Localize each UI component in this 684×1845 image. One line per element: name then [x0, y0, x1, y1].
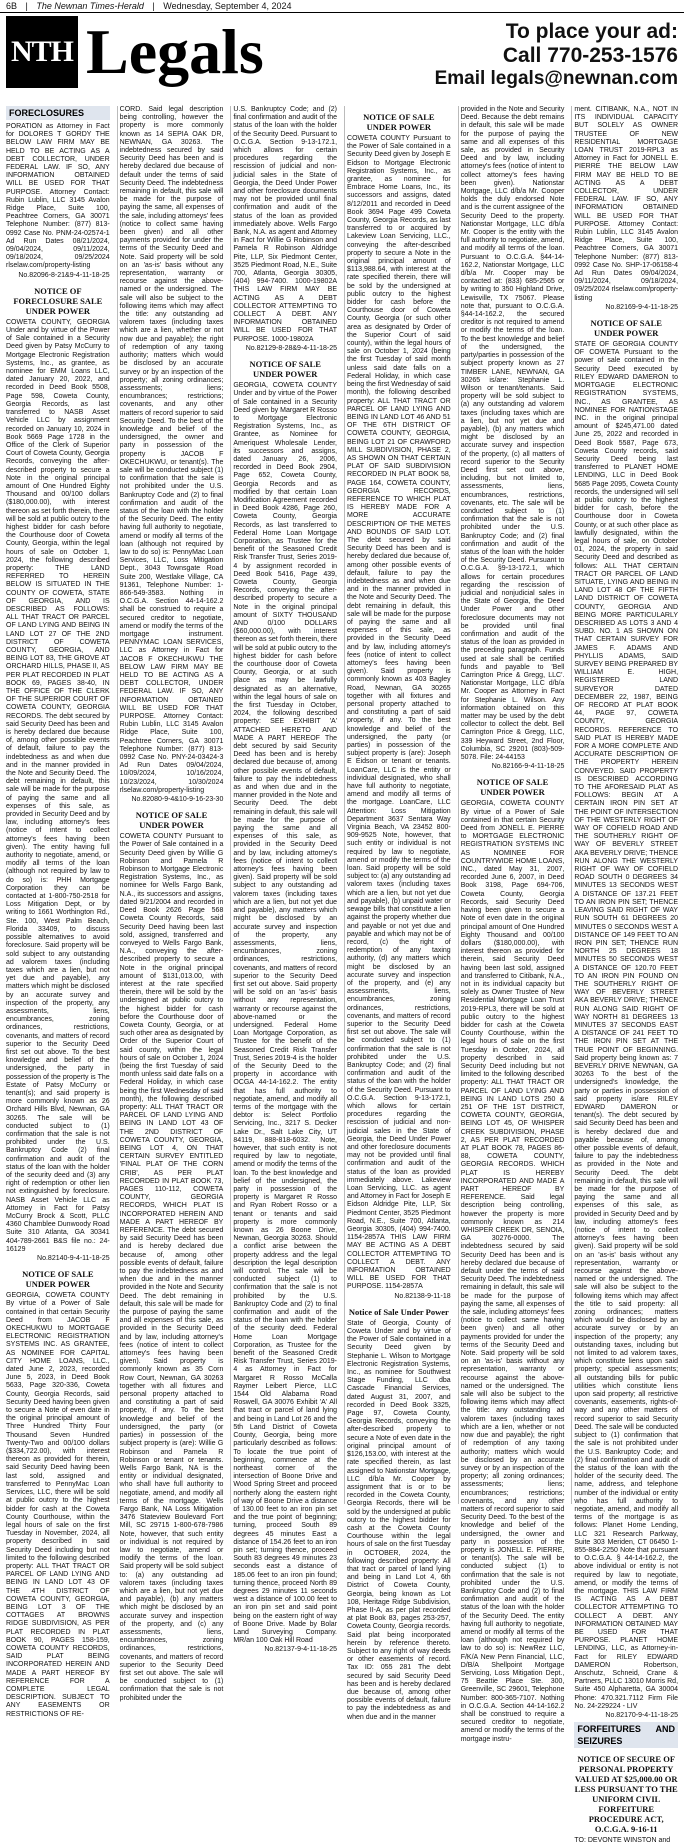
notice-heading: NOTICE OF SALE UNDER POWER [363, 112, 435, 132]
separator: | [152, 1, 155, 11]
legals-banner [6, 16, 678, 94]
legal-columns [6, 106, 679, 1845]
notice-heading: NOTICE OF FORECLOSURE SALE UNDER POWER [13, 285, 103, 316]
notice-reference: No.82129-8-28&9-4-11-18-25 [245, 344, 338, 352]
notice-body: GEORGIA, COWETA COUNTY By virtue of a Power of Sale contained in that certain Security Deed from JACOB F OKECHUKWU to MORTGAGE ELECTRONIC REGISTRATION SYSTEMS INC. AS GRANTEE, AS NOMINEE FOR CAPITAL CITY HOME LOANS, LLC., dated June 2, 2023, recorded June 5, 2023, in Deed Book 5633, Page 320-336, Coweta County, Georgia Records, said Security Deed having been given to secure a Note of even date in the original principal amount of Three Hundred Thirty Four Thousand Seven Hundred Twenty-Two and 00/100 dollars ($334,722.00), with interest thereon as provided for therein, said Security Deed having been last sold, assigned and transferred to PennyMac Loan Services, LLC, there will be sold at public outcry to the highest bidder for cash at the Coweta County Courthouse, within the legal hours of sale on the first Tuesday in November, 2024, all property described in said Security Deed including but not limited to the following described property: ALL THAT TRACT OR PARCEL OF LAND LYING AND BEING IN LAND LOT 43 OF THE 4TH DISTRICT OF COWETA COUNTY, GEORGIA, BEING LOT 3 OF THE COTTAGES AT BROWNS RIDGE SUBDIVISION, AS PER PLAT RECORDED IN PLAT BOOK 90, PAGES 158-159, COWETA COUNTY RECORDS, SAID PLAT BEING INCORPORATED HEREIN AND MADE A PART HEREOF BY REFERENCE FOR A COMPLETE LEGAL DESCRIPTION. SUBJECT TO ANY EASEMENTS OR RESTRICTIONS OF RE- [6, 1292, 110, 1718]
notice-body: COWETA COUNTY Pursuant to the Power of Sale contained in a Security Deed given by Joseph E Eidson to Mortgage Electronic Registration Systems, Inc., as grantee, as nominee for Embrace Home Loans, Inc., its successors and assigns, dated 8/12/2011 and recorded in Deed Book 3694 Page 499 Coweta County, Georgia Records, as last transferred to or acquired by Lakeview Loan Servicing, LLC., conveying the after-described property to secure a Note in the original principal amount of $113,988.64, with interest at the rate specified therein, there will be sold by the undersigned at public outcry to the highest bidder for cash before the Courthouse door of Coweta County, Georgia (or such other area as designated by Order of the Superior Court of said county), within the legal hours of sale on October 1, 2024 (being the first Tuesday of said month unless said date falls on a Federal Holiday, in which case being the first Wednesday of said month), the following described property: ALL THAT TRACT OR PARCEL OF LAND LYING AND BEING IN LAND LOT 46 AND 51 OF THE 6TH DISTRICT OF COWETA COUNTY, GEORGIA, BEING LOT 21 OF CRAWFORD MILL SUBDIVISION, PHASE 2, AS SHOWN ON THAT CERTAIN PLAT OF SAID SUBDIVISION RECORDED IN PLAT BOOK 58, PAGE 164, COWETA COUNTY, GEORGIA RECORDS, REFERENCE TO WHICH PLAT IS HEREBY MADE FOR A MORE ACCURATE DESCRIPTION OF THE METES AND BOUNDS OF SAID LOT. The debt secured by said Security Deed has been and is hereby declared due because of, among other possible events of default, failure to pay the indebtedness as and when due and in the manner provided in the Note and Security Deed. The debt remaining in default, this sale will be made for the purpose of paying the same and all expenses of this sale, as provided in the Security Deed and by law, including attorney's fees (notice of intent to collect attorney's fees having been given). Said property is commonly known as 403 Bagley Road, Newnan, GA 30265 together with all fixtures and personal property attached to and constituting a part of said property, if any. To the best knowledge and belief of the undersigned, the party (or parties) in possession of the subject property is (are): Joseph E Eidson or tenant or tenants. LoanCare, LLC is the entity or individual designated, who shall have full authority to negotiate, amend and modify all terms of the mortgage. LoanCare, LLC Attention: Loss Mitigation Department 3637 Sentara Way Virginia Beach, VA 23452 800-909-9525 Note, however, that such entity or individual is not required by law to negotiate, amend or modify the terms of the loan. Said property will be sold subject to: (a) any outstanding ad valorem taxes (including taxes which are a lien, but not yet due and payable), (b) unpaid water or sewage bills that constitute a lien against the property whether due and payable or not yet due and payable and which may not be of record, (c) the right of redemption of any taxing authority, (d) any matters which might be disclosed by an accurate survey and inspection of the property, and (e) any assessments, liens, encumbrances, zoning ordinances, restrictions, covenants, and matters of record superior to the Security Deed first set out above. The sale will be conducted subject to (1) confirmation that the sale is not prohibited under the U.S. Bankruptcy Code; and (2) final confirmation and audit of the status of the loan with the holder of the Security Deed. Pursuant to O.C.G.A. Section 9-13-172.1, which allows for certain procedures regarding the rescission of judicial and non-judicial sales in the State of Georgia, the Deed Under Power and other foreclosure documents may not be provided until final confirmation and audit of the status of the loan as provided immediately above. Lakeview Loan Servicing, LLC. as agent and Attorney in Fact for Joseph E Eidson Aldridge Pite, LLP, Six Piedmont Center, 3525 Piedmont Road, N.E., Suite 700, Atlanta, Georgia 30305, (404) 994-7400. 1154-2857A THIS LAW FIRM MAY BE ACTING AS A DEBT COLLECTOR ATTEMPTING TO COLLECT A DEBT. ANY INFORMATION OBTAINED WILL BE USED FOR THAT PURPOSE. 1154-2857A [347, 135, 451, 1291]
notice-heading: Notice of Sale Under Power [348, 1306, 449, 1317]
notice-reference: No.82169-9-4-11-18-25 [605, 303, 679, 311]
notice-reference: No.82080-9-4&10-9-16-23-30 [131, 796, 224, 804]
section-heading: FORFEITURES AND SEIZURES [574, 1722, 678, 1748]
contact-heading: To place your ad: [505, 20, 678, 43]
column-6 [571, 106, 679, 1845]
column-5 [458, 106, 565, 1743]
notice-reference: No.82140-9-4-11-18-25 [37, 1255, 110, 1263]
nth-logo: NTH [6, 16, 78, 88]
column-2 [117, 106, 224, 1702]
notice-heading: NOTICE OF SALE UNDER POWER [249, 359, 321, 380]
notice-reference: No.82170-9-4-11-18-25 [605, 1712, 679, 1719]
notice-body: provided in the Note and Security Deed. Because the debt remains in default, this sale will be made for the purpose of paying the same and all expenses of this sale, as provided in Security Deed and by law, including attorney's fees (notice of intent to collect attorney's fees having been given). Nationstar Mortgage, LLC d/b/a Mr. Cooper holds the duly endorsed Note and is the current assignee of the Security Deed to the property. Nationstar Mortgage, LLC d/b/a Mr. Cooper is the entity with the full authority to negotiate, amend, and modify all terms of the loan. Pursuant to O.C.G.A. §44-14-162.2, Nationstar Mortgage, LLC d/b/a Mr. Cooper may be contacted at: (833) 685-2565 or by writing to 350 Highland Drive, Lewisville, TX 75067. Please note that, pursuant to O.C.G.A. §44-14-162.2, the secured creditor is not required to amend or modify the terms of the loan. To the best knowledge and belief of the undersigned, the party/parties in possession of the subject property known as 27 TIMBER LANE, NEWNAN, GA 30265 is/are: Stephanie L. Wilson or tenant/tenants. Said property will be sold subject to (a) any outstanding ad valorem taxes (including taxes which are a lien, but not yet due and payable), (b) any matters which might be disclosed by an accurate survey and inspection of the property, (c) all matters of record superior to the Security Deed first set out above, including, but not limited to, assessments, liens, encumbrances, restrictions, covenants, etc. The sale will be conducted subject to (1) confirmation that the sale is not prohibited under the U.S. Bankruptcy Code; and (2) final confirmation and audit of the status of the loan with the holder of the Security Deed. Pursuant to O.C.G.A. §9-13-172.1, which allows for certain procedures regarding the rescission of judicial and nonjudicial sales in the State of Georgia, the Deed Under Power and other foreclosure documents may not be provided until final confirmation and audit of the status of the loan as provided in the preceding paragraph. Funds used at sale shall be certified funds and payable to 'Bell Carrington Price & Gregg, LLC'. Nationstar Mortgage, LLC d/b/a Mr. Cooper as Attorney in Fact for Stephanie L. Wilson. Any information obtained on this matter may be used by the debt collector to collect the debt. Bell Carrington Price & Gregg, LLC, 339 Heyward Street, 2nd Floor, Columbia, SC 29201 (803)-509-5078. File: 24-44153 [460, 106, 565, 762]
notice-reference: No.82138-9-11-18 [394, 1292, 451, 1300]
contact-email: Email legals@newnan.com [434, 68, 678, 89]
column-1 [6, 106, 110, 1718]
contact-block [435, 20, 678, 90]
notice-reference: No.82166-9-4-11-18-25 [491, 763, 565, 771]
notice-body: COWETA COUNTY, GEORGIA Under and by virtue of the Power of Sale contained in a Security Deed given by Patsy McCurry to Mortgage Electronic Registration Systems, Inc., as grantee, as nominee for EMM Loans LLC, dated January 20, 2022, and recorded in Deed Book 5508, Page 598, Coweta County, Georgia Records, as last transferred to NASB Asset Vehicle LLC by assignment recorded on January 10, 2024 in Book 5669 Page 1728 in the Office of the Clerk of Superior Court of Coweta County, Georgia Records, conveying the after-described property to secure a Note in the original principal amount of One Hundred Eighty Thousand and 00/100 dollars ($180,000.00), with interest thereon as set forth therein, there will be sold at public outcry to the highest bidder for cash before the Courthouse door of Coweta County, Georgia, within the legal hours of sale on October 1, 2024, the following described property: THE LAND REFERRED TO HEREIN BELOW IS SITUATED IN THE COUNTY OF COWETA, STATE OF GEORGIA, AND IS DESCRIBED AS FOLLOWS: ALL THAT TRACT OR PARCEL OF LAND LYING AND BEING IN LAND LOT 27 OF THE 2ND DISTRICT OF COWETA COUNTY, GEORGIA, AND BEING LOT 83, THE GROVE AT ORCHARD HILLS, PHASE II, AS PER PLAT RECORDED IN PLAT BOOK 69, PAGES 38-40, IN THE OFFICE OF THE CLERK OF THE SUPERIOR COURT OF COWETA COUNTY, GEORGIA RECORDS. The debt secured by said Security Deed has been and is hereby declared due because of, among other possible events of default, failure to pay the indebtedness as and when due and in the manner provided in the Note and Security Deed. The debt remaining in default, this sale will be made for the purpose of paying the same and all expenses of this sale, as provided in Security Deed and by law, including attorney's fees (notice of intent to collect attorney's fees having been given). The entity having full authority to negotiate, amend, or modify all terms of the loan (although not required by law to do so) is: PHH Mortgage Corporation they can be contacted at 1-800-750-2518 for Loss Mitigation Dept, or by writing to 1661 Worthington Rd., Ste. 100, West Palm Beach, Florida 33409, to discuss possible alternatives to avoid foreclosure. Said property will be sold subject to any outstanding ad valorem taxes (including taxes which are a lien, but not yet due and payable), any matters which might be disclosed by an accurate survey and inspection of the property, any assessments, liens, encumbrances, zoning ordinances, restrictions, covenants, and matters of record superior to the Security Deed first set out above. To the best knowledge and belief of the undersigned, the party in possession of the property is The Estate of Patsy McCurry or tenant(s); and said property is more commonly known as 26 Orchard Hills Blvd, Newnan, GA 30265. The sale will be conducted subject to (1) confirmation that the sale is not prohibited under the U.S. Bankruptcy Code (2) final confirmation and audit of the status of the loan with the holder of the security deed and (3) any right of redemption or other lien not extinguished by foreclosure. NASB Asset Vehicle LLC as Attorney in Fact for Patsy McCurry Brock & Scott, PLLC 4360 Chamblee Dunwoody Road Suite 310 Atlanta, GA 30341 404-789-2661 B&S file no.: 24-16129 [6, 318, 110, 1253]
notice-heading: NOTICE OF SALE UNDER POWER [135, 810, 208, 831]
notice-body: CORD. Said legal description being controlling, however the property is more commonly known as 14 SEPIA OAK DR, NEWNAN, GA 30263. The indebtedness secured by said Security Deed has been and is hereby declared due because of default under the terms of said Security Deed. The indebtedness remaining in default, this sale will be made for the purpose of paying the same, all expenses of the sale, including attorneys' fees (notice to collect same having been given) and all other payments provided for under the terms of the Security Deed and Note. Said property will be sold on an 'as-is' basis without any representation, warranty or recourse against the above-named or the undersigned. The sale will also be subject to the following items which may affect the title: any outstanding ad valorem taxes (including taxes which are a lien, whether or not now due and payable); the right of redemption of any taxing authority; matters which would be disclosed by an accurate survey or by an inspection of the property; all zoning ordinances; assessments; liens; encumbrances; restrictions; covenants, and any other matters of record superior to said Security Deed. To the best of the knowledge and belief of the undersigned, the owner and party in possession of the property is JACOB F OKECHUKWU, or tenant(s). The sale will be conducted subject (1) to confirmation that the sale is not prohibited under the U.S. Bankruptcy Code and (2) to final confirmation and audit of the status of the loan with the holder of the Security Deed. The entity having full authority to negotiate, amend or modify all terms of the loan (although not required by law to do so) is: PennyMac Loan Services, LLC, Loss Mitigation Dept., 3043 Townsgate Road Suite 200, Westlake Village, CA 91361, Telephone Number: 1-866-549-3583. Nothing in O.C.G.A. Section 44-14-162.2 shall be construed to require a secured creditor to negotiate, amend or modify the terms of the mortgage instrument. PENNYMAC LOAN SERVICES, LLC as Attorney in Fact for JACOB F OKECHUKWU THE BELOW LAW FIRM MAY BE HELD TO BE ACTING AS A DEBT COLLECTOR, UNDER FEDERAL LAW. IF SO, ANY INFORMATION OBTAINED WILL BE USED FOR THAT PURPOSE. Attorney Contact: Rubin Lublin, LLC 3145 Avalon Ridge Place, Suite 100, Peachtree Corners, GA 30071 Telephone Number: (877) 813-0992 Case No. PNY-24-03424-3 Ad Run Dates 09/04/2024, 10/09/2024, 10/16/2024, 10/23/2024, 10/30/2024 rlselaw.com/property-listing [119, 106, 224, 794]
notice-body: COWETA COUNTY Pursuant to the Power of Sale contained in a Security Deed given by Willie G Robinson and Pamela R Robinson to Mortgage Electronic Registration Systems, Inc., as nominee for Wells Fargo Bank, N.A., its successors and assigns, dated 9/21/2004 and recorded in Deed Book 2626 Page 568 Coweta County Records, said Security Deed having been last sold, assigned, transferred and conveyed to Wells Fargo Bank, N.A., conveying the after-described property to secure a Note in the original principal amount of $131,013.00, with interest at the rate specified therein, there will be sold by the undersigned at public outcry to the highest bidder for cash before the Courthouse door of Coweta County, Georgia, or at such other area as designated by Order of the Superior Court of said county, within the legal hours of sale on October 1, 2024 (being the first Tuesday of said month unless said date falls on a Federal Holiday, in which case being the first Wednesday of said month), the following described property: ALL THAT TRACT OR PARCEL OF LAND LYING AND BEING IN LAND LOT 43 OF THE 2ND DISTRICT OF COWETA COUNTY, GEORGIA, BEING LOT 4, ON THAT CERTAIN SURVEY ENTITLED 'FINAL PLAT OF THE CORN CRIB', AS PER PLAT RECORDED IN PLAT BOOK 73, PAGES 110-112, COWETA COUNTY, GEORGIA RECORDS, WHICH PLAT IS INCORPORATED HEREIN AND MADE A PART HEREOF BY REFERENCE. The debt secured by said Security Deed has been and is hereby declared due because of, among other possible events of default, failure to pay the indebtedness as and when due and in the manner provided in the Note and Security Deed. The debt remaining in default, this sale will be made for the purpose of paying the same and all expenses of this sale, as provided in the Security Deed and by law, including attorney's fees (notice of intent to collect attorney's fees having been given). Said property is commonly known as 35 Corn Row Court, Newnan, GA 30263 together with all fixtures and personal property attached to and constituting a part of said property, if any. To the best knowledge and belief of the undersigned, the party (or parties) in possession of the subject property is (are): Willie G Robinson and Pamela R Robinson or tenant or tenants. Wells Fargo Bank, NA is the entity or individual designated, who shall have full authority to negotiate, amend, and modify all terms of the mortgage. Wells Fargo Bank, NA Loss Mitigation 3476 Stateview Boulevard Fort Mill, SC 29715 1-800-678-7986 Note, however, that such entity or individual is not required by law to negotiate, amend or modify the terms of the loan. Said property will be sold subject to: (a) any outstanding ad valorem taxes (including taxes which are a lien, but not yet due and payable), (b) any matters which might be disclosed by an accurate survey and inspection of the property, and (c) any assessments, liens, encumbrances, zoning ordinances, restrictions, covenants, and matters of record superior to the Security Deed first set out above. The sale will be conducted subject to (1) confirmation that the sale is not prohibited under the [119, 833, 224, 1702]
notice-body: ment. CITIBANK, N.A., NOT IN ITS INDIVIDUAL CAPACITY BUT SOLELY AS OWNER TRUSTEE OF NEW RESIDENTIAL MORTGAGE LOAN TRUST 2019-RPL3 as Attorney in Fact for JONELL E. PIERRE THE BELOW LAW FIRM MAY BE HELD TO BE ACTING AS A DEBT COLLECTOR, UNDER FEDERAL LAW. IF SO, ANY INFORMATION OBTAINED WILL BE USED FOR THAT PURPOSE. Attorney Contact: Rubin Lublin, LLC 3145 Avalon Ridge Place, Suite 100, Peachtree Corners, GA 30071 Telephone Number: (877) 813-0992 Case No. SHP-17-06158-4 Ad Run Dates 09/04/2024, 09/11/2024, 09/18/2024, 09/25/2024 rlselaw.com/property-listing [574, 106, 679, 302]
page-header [0, 0, 684, 13]
contact-phone: Call 770-253-1576 [502, 44, 678, 67]
section-title: Legals [86, 16, 264, 87]
notice-reference: No.82096-8-21&9-4-11-18-25 [18, 271, 110, 279]
notice-body: GEORGIA, COWETA COUNTY By virtue of a Power of Sale contained in that certain Security Deed from JONELL E. PIERRE to MORTGAGE ELECTRONIC REGISTRATION SYSTEMS INC AS NOMINEE FOR COUNTRYWIDE HOME LOANS, INC., dated May 31, 2007, recorded June 6, 2007, in Deed Book 3198, Page 694-706, Coweta County, Georgia Records, said Security Deed having been given to secure a Note of even date in the original principal amount of One Hundred Eighty Thousand and 00/100 dollars ($180,000.00), with interest thereon as provided for therein, said Security Deed having been last sold, assigned and transferred to Citibank, N.A., not in its individual capacity but solely as Owner Trustee of New Residential Mortgage Loan Trust 2019-RPL3, there will be sold at public outcry to the highest bidder for cash at the Coweta County Courthouse, within the legal hours of sale on the first Tuesday in October, 2024, all property described in said Security Deed including but not limited to the following described property: ALL THAT TRACT OR PARCEL OF LAND LYING AND BEING IN LAND LOTS 250 & 251 OF THE 1ST DISTRICT, COWETA COUNTY, GEORGIA, BEING LOT 45, OF WHISPER CREEK SUBDIVISION, PHASE 2, AS PER PLAT RECORDED AT PLAT BOOK 78, PAGES 86-88, COWETA COUNTY, GEORGIA RECORDS. WHICH PLAT IS HEREBY INCORPORATED AND MADE A PART HEREOF BY REFERENCE. Said legal description being controlling, however the property is more commonly known as 214 WHISPER CREEK DR, SENOIA, GA 30276-0000. The indebtedness secured by said Security Deed has been and is hereby declared due because of default under the terms of said Security Deed. The indebtedness remaining in default, this sale will be made for the purpose of paying the same, all expenses of the sale, including attorneys' fees (notice to collect same having been given) and all other payments provided for under the terms of the Security Deed and Note. Said property will be sold on an 'as-is' basis without any representation, warranty or recourse against the above-named or the undersigned. The sale will also be subject to the following items which may affect the title: any outstanding ad valorem taxes (including taxes which are a lien, whether or not now due and payable); the right of redemption of any taxing authority; matters which would be disclosed by an accurate survey or by an inspection of the property; all zoning ordinances; assessments; liens; encumbrances; restrictions; covenants, and any other matters of record superior to said Security Deed. To the best of the knowledge and belief of the undersigned, the owner and party in possession of the property is JONELL E. PIERRE, or tenant(s). The sale will be conducted subject (1) to confirmation that the sale is not prohibited under the U.S. Bankruptcy Code and (2) to final confirmation and audit of the status of the loan with the holder of the Security Deed. The entity having full authority to negotiate, amend or modify all terms of the loan (although not required by law to do so) is: NewRez LLC, F/K/A New Penn Financial, LLC, D/B/A Shellpoint Mortgage Servicing, Loss Mitigation Dept., 75 Beattie Place Ste. 300, Greenville, SC 29601, Telephone Number: 800-365-7107. Nothing in O.C.G.A. Section 44-14-162.2 shall be construed to require a secured creditor to negotiate, amend or modify the terms of the mortgage instru- [460, 800, 565, 1743]
separator: | [25, 1, 28, 11]
issue-date: Wednesday, September 4, 2024 [163, 1, 292, 11]
notice-heading: NOTICE OF SALE UNDER POWER [22, 1269, 94, 1290]
section-heading: FORECLOSURES [6, 106, 110, 120]
notice-heading: NOTICE OF SALE UNDER POWER [590, 318, 662, 339]
notice-body: State of Georgia, County of Coweta Under and by virtue of the Power of Sale contained in a Security Deed given by Stephanie L. Wilson to Mortgage Electronic Registration Systems, Inc., as nominee for Southwest Stage Funding, LLC dba Cascade Financial Services, dated August 31, 2007, and recorded in Deed Book 3325, Page 97, Coweta County, Georgia Records, conveying the after-described property to secure a Note of even date in the original principal amount of $126,153.00, with interest at the rate specified therein, as last assigned to Nationstar Mortgage, LLC d/b/a Mr. Cooper by assignment that is or to be recorded in the Coweta County, Georgia Records, there will be sold by the undersigned at public outcry to the highest bidder for cash at the Coweta County Courthouse within the legal hours of sale on the first Tuesday in OCTOBER, 2024, the following described property: All that tract or parcel of land lying and being in Land Lot 4, 6th District of Coweta County, Georgia, being known as Lot 108, Heritage Ridge Subdivision, Phase II-A, as per plat recorded at plat Book 83, pages 253-257, Coweta County, Georgia records. Said plat being incorporated herein by reference thereto. Subject to any right of way deeds or other easements of record. Tax ID: 055 281 The debt secured by said Security Deed has been and is hereby declared due because of, among other possible events of default, failure to pay the indebtedness as and when due and in the manner [347, 1319, 451, 1721]
notice-body: U.S. Bankruptcy Code; and (2) final confirmation and audit of the status of the loan with the holder of the Security Deed. Pursuant to O.C.G.A. Section 9-13-172.1, which allows for certain procedures regarding the rescission of judicial and non-judicial sales in the State of Georgia, the Deed Under Power and other foreclosure documents may not be provided until final confirmation and audit of the status of the loan as provided immediately above. Wells Fargo Bank, N.A. as agent and Attorney in Fact for Willie G Robinson and Pamela R Robinson Aldridge Pite, LLP, Six Piedmont Center, 3525 Piedmont Road, N.E., Suite 700, Atlanta, Georgia 30305, (404) 994-7400. 1000-19802A THIS LAW FIRM MAY BE ACTING AS A DEBT COLLECTOR ATTEMPTING TO COLLECT A DEBT. ANY INFORMATION OBTAINED WILL BE USED FOR THAT PURPOSE. 1000-19802A [233, 106, 338, 343]
page-number: 6B [6, 1, 18, 11]
notice-body: GEORGIA, COWETA COUNTY Under and by virtue of the Power of Sale contained in a Security Deed given by Margaret R Rosso to Mortgage Electronic Registration Systems, Inc., as Grantee, as Nominee for Ameriquest Wholesale Lender, its successors and assigns, dated January 26, 2006, recorded in Deed Book 2904, Page 652, Coweta County, Georgia Records and as modified by that certain Loan Modification Agreement recorded in Deed Book 4286, Page 260, Coweta County, Georgia Records, as last transferred to Federal Home Loan Mortgage Corporation, as Trustee for the benefit of the Seasoned Credit Risk Transfer Trust, Series 2019-4 by assignment recorded in Deed Book 5416, Page 439, Coweta County, Georgia Records, conveying the after-described property to secure a Note in the original principal amount of SIXTY THOUSAND AND 0/100 DOLLARS ($60,000.00), with interest thereon as set forth therein, there will be sold at public outcry to the highest bidder for cash before the courthouse door of Coweta County, Georgia, or at such place as may be lawfully designated as an alternative, within the legal hours of sale on the first Tuesday in October, 2024, the following described property: SEE EXHIBIT 'A' ATTACHED HERETO AND MADE A PART HEREOF The debt secured by said Security Deed has been and is hereby declared due because of, among other possible events of default, failure to pay the indebtedness as and when due and in the manner provided in the Note and Security Deed. The debt remaining in default, this sale will be made for the purpose of paying the same and all expenses of this sale, as provided in the Security Deed and by law, including attorney's fees (notice of intent to collect attorney's fees having been given). Said property will be sold subject to any outstanding ad valorem taxes (including taxes which are a lien, but not yet due and payable), any matters which might be disclosed by an accurate survey and inspection of the property, any assessments, liens, encumbrances, zoning ordinances, restrictions, covenants, and matters of record superior to the Security Deed first set out above. Said property will be sold on an 'as-is' basis without any representation, warranty or recourse against the above-named or the undersigned. Federal Home Loan Mortgage Corporation, as Trustee for the benefit of the Seasoned Credit Risk Transfer Trust, Series 2019-4 is the holder of the Security Deed to the property in accordance with OCGA 44-14-162.2. The entity that has full authority to negotiate, amend, and modify all terms of the mortgage with the debtor is: Select Portfolio Servicing, Inc., 3217 S. Decker Lake Dr., Salt Lake City, UT 84119, 888-818-6032. Note, however, that such entity is not required by law to negotiate, amend or modify the terms of the loan. To the best knowledge and belief of the undersigned, the party in possession of the property is Margaret R Rosso and Ryan Robert Rosso or a tenant or tenants and said property is more commonly known as 26 Boone Drive, Newnan, Georgia 30263. Should a conflict arise between the property address and the legal description the legal description will control. The sale will be conducted subject (1) to confirmation that the sale is not prohibited by the U.S. Bankruptcy Code and (2) to final confirmation and audit of the status of the loan with the holder of the security deed. Federal Home Loan Mortgage Corporation, as Trustee for the benefit of the Seasoned Credit Risk Transfer Trust, Series 2019-4 as Attorney in Fact for Margaret R Rosso McCalla Raymer Leibert Pierce, LLC 1544 Old Alabama Road Roswell, GA 30076 Exhibit 'A' All that tract or parcel of land lying and being in Land Lot 26 and the 5th Land District of Coweta County, Georgia, being more particularly described as follows: To locate the true point of beginning, commence at the northeast corner of the intersection of Boone Drive and Wood Spring Street and proceed northerly along the eastern right of way of Boone Drive a distance of 130.00 feet to an iron pin set and the true point of beginning; turning, proceed South 89 degrees 45 minutes East a distance of 154.26 feet to an iron pin set; turning thence, proceed South 83 degrees 49 minutes 23 seconds east a distance of 185.06 feet to an iron pin found; turning thence, proceed North 89 degrees 29 minutes 11 seconds west a distance of 100.00 feet to an iron pin set and said point being on the eastern right of way of Boone Drive. Made by Bolar Land Surveying Company. MR/an 100 Oak Hill Road [233, 382, 338, 1645]
column-3 [230, 106, 338, 1654]
notice-body: TO: DEVONTE WINSTON and [574, 1837, 671, 1845]
notice-heading: NOTICE OF SECURE OF PERSONAL PROPERTY VALUED AT $25,000.00 OR LESS PURSUANT TO THE UNIFORM CIVIL FORFEITURE PROCEDURE ACT, O.C.G.A. 9-16-11 [574, 1754, 678, 1835]
paper-name: The Newnan Times-Herald [36, 1, 144, 11]
notice-heading: NOTICE OF SALE UNDER POWER [476, 777, 549, 798]
notice-reference: No.82137-9-4-11-18-25 [264, 1646, 338, 1654]
notice-body: PORATION as Attorney in Fact for DOLORES T GORDY THE BELOW LAW FIRM MAY BE HELD TO BE ACTING AS A DEBT COLLECTOR, UNDER FEDERAL LAW. IF SO, ANY INFORMATION OBTAINED WILL BE USED FOR THAT PURPOSE. Attorney Contact: Rubin Lublin, LLC 3145 Avalon Ridge Place, Suite 100, Peachtree Corners, GA 30071 Telephone Number: (877) 813-0992 Case No. PNM-24-02574-1 Ad Run Dates 08/21/2024, 09/04/2024, 09/11/2024, 09/18/2024, 09/25/2024 rlselaw.com/property-listing [6, 123, 110, 270]
notice-body: STATE OF GEORGIA COUNTY OF COWETA Pursuant to the power of sale contained in the Security Deed executed by RILEY EDWARD DAMERON to MORTGAGE ELECTRONIC REGISTRATION SYSTEMS, INC., AS GRANTEE, AS NOMINEE FOR NATIONSTAGE INC. in the original principal amount of $245,471.00 dated June 25, 2022 and recorded in Deed Book 5587, Page 673, Coweta County records, said Security Deed being last transferred to PLANET HOME LENDING, LLC in Deed Book 5685 Page 2095, Coweta County records, the undersigned will sell at public outcry to the highest bidder for cash, before the Courthouse door in Coweta County, or at such other place as lawfully designated, within the legal hours of sale, on October 01, 2024, the property in said Security Deed and described as follows: ALL THAT CERTAIN TRACT OR PARCEL OF LAND SITUATE, LYING AND BEING IN LAND LOT 48 OF THE FIFTH LAND DISTRICT OF COWETA COUNTY, GEORGIA AND BEING MORE PARTICULARLY DESCRIBED AS LOTS 3 AND 4 SUBD. NO. 1 AS SHOWN ON THAT CERTAIN SURVEY FOR JAMES F. ADAMS AND PHYLLIS ADAMS, SAID SURVEY BEING PREPARED BY WILLIAM E. HIGH, REGISTERED LAND SURVEYOR DATED DECEMBER 22, 1987, BEING OF RECORD AT PLAT BOOK 44, PAGE 97, COWETA COUNTY, GEORGIA RECORDS. REFERENCE TO SAID PLAT IS HEREBY MADE FOR A MORE COMPLETE AND ACCURATE DESCRIPTION OF THE PROPERTY HEREIN CONVEYED. SAID PROPERTY IS DESCRIBED ACCORDING TO THE AFORESAID PLAT AS FOLLOWS: BEGIN AT A CERTAIN IRON PIN SET AT THE POINT OF INTERSECTION OF THE WESTERLY RIGHT OF WAY OF COFIELD ROAD AND THE SOUTHERLY RIGHT OF WAY OF BEVERLY STREET AKA BEVERLY DRIVE; THENCE RUN ALONG THE WESTERLY RIGHT OF WAY OF COFIELD ROAD SOUTH 0 DEGREES 34 MINUTES 13 SECONDS WEST A DISTANCE OF 137.21 FEET TO AN IRON PIN SET; THENCE LEAVING SAID RIGHT OF WAY RUN SOUTH 61 DEGREES 20 MINUTES 0 SECONDS WEST A DISTANCE OF 149 FEET TO AN IRON PIN SET; THENCE RUN NORTH 25 DEGREES 18 MINUTES 50 SECONDS WEST A DISTANCE OF 120.70 FEET TO AN IRON PIN FOUND ON THE SOUTHERLY RIGHT OF WAY OF BEVERLY STREET AKA BEVERLY DRIVE; THENCE RUN ALONG SAID RIGHT OF WAY NORTH 81 DEGREES 13 MINUTES 37 SECONDS EAST A DISTANCE OF 241 FEET TO THE IRON PIN SET AT THE TRUE POINT OF BEGINNING. Said property being known as: 7 BEVERLY DRIVE NEWNAN, GA 30263 To the best of the undersigned's knowledge, the party or parties in possession of said property is/are RILEY EDWARD DAMERON or tenant(s). The debt secured by said Security Deed has been and is hereby declared due and payable because of, among other possible events of default, failure to pay the indebtedness as provided in the Note and Security Deed. The debt remaining in default, this sale will be made for the purpose of paying the same and all expenses of this sale, as provided in Security Deed and by law, including attorney's fees (notice of intent to collect attorney's fees having been given). Said property will be sold on an 'as-is' basis without any representation, warranty or recourse against the above-named or the undersigned. The sale will also be subject to the following items which may affect the title to said property: all zoning ordinances; matters which would be disclosed by an accurate survey or by an inspection of the property; any outstanding taxes, including but not limited to ad valorem taxes, which constitute liens upon said property; special assessments; all outstanding bills for public utilities which constitute liens upon said property; all restrictive covenants, easements, rights-of-way and any other matters of record superior to said Security Deed. The sale will be conducted subject to (1) confirmation that the sale is not prohibited under the U.S. Bankruptcy Code; and (2) final confirmation and audit of the status of the loan with the holder of the security deed. The name, address, and telephone number of the individual or entity who has full authority to negotiate, amend, and modify all terms of the mortgage is as follows: Planet Home Lending, LLC 321 Research Parkway, Suite 303 Meriden, CT 06450 1-855-884-2250 Note that pursuant to O.C.G.A. § 44-14-162.2, the above individual or entity is not required by law to negotiate, amend, or modify the terms of the mortgage. THIS LAW FIRM IS ACTING AS A DEBT COLLECTOR ATTEMPTING TO COLLECT A DEBT. ANY INFORMATION OBTAINED MAY BE USED FOR THAT PURPOSE. PLANET HOME LENDING, LLC, as Attorney-in-Fact for RILEY EDWARD DAMERON Robertson, Anschutz, Schneid, Crane & Partners, PLLC 13010 Morris Rd, Suite 450 Alpharetta, GA 30004 Phone: 470.321.7112 Firm File No. 24-229224 - LIV [574, 341, 679, 1710]
column-4 [344, 106, 451, 1721]
